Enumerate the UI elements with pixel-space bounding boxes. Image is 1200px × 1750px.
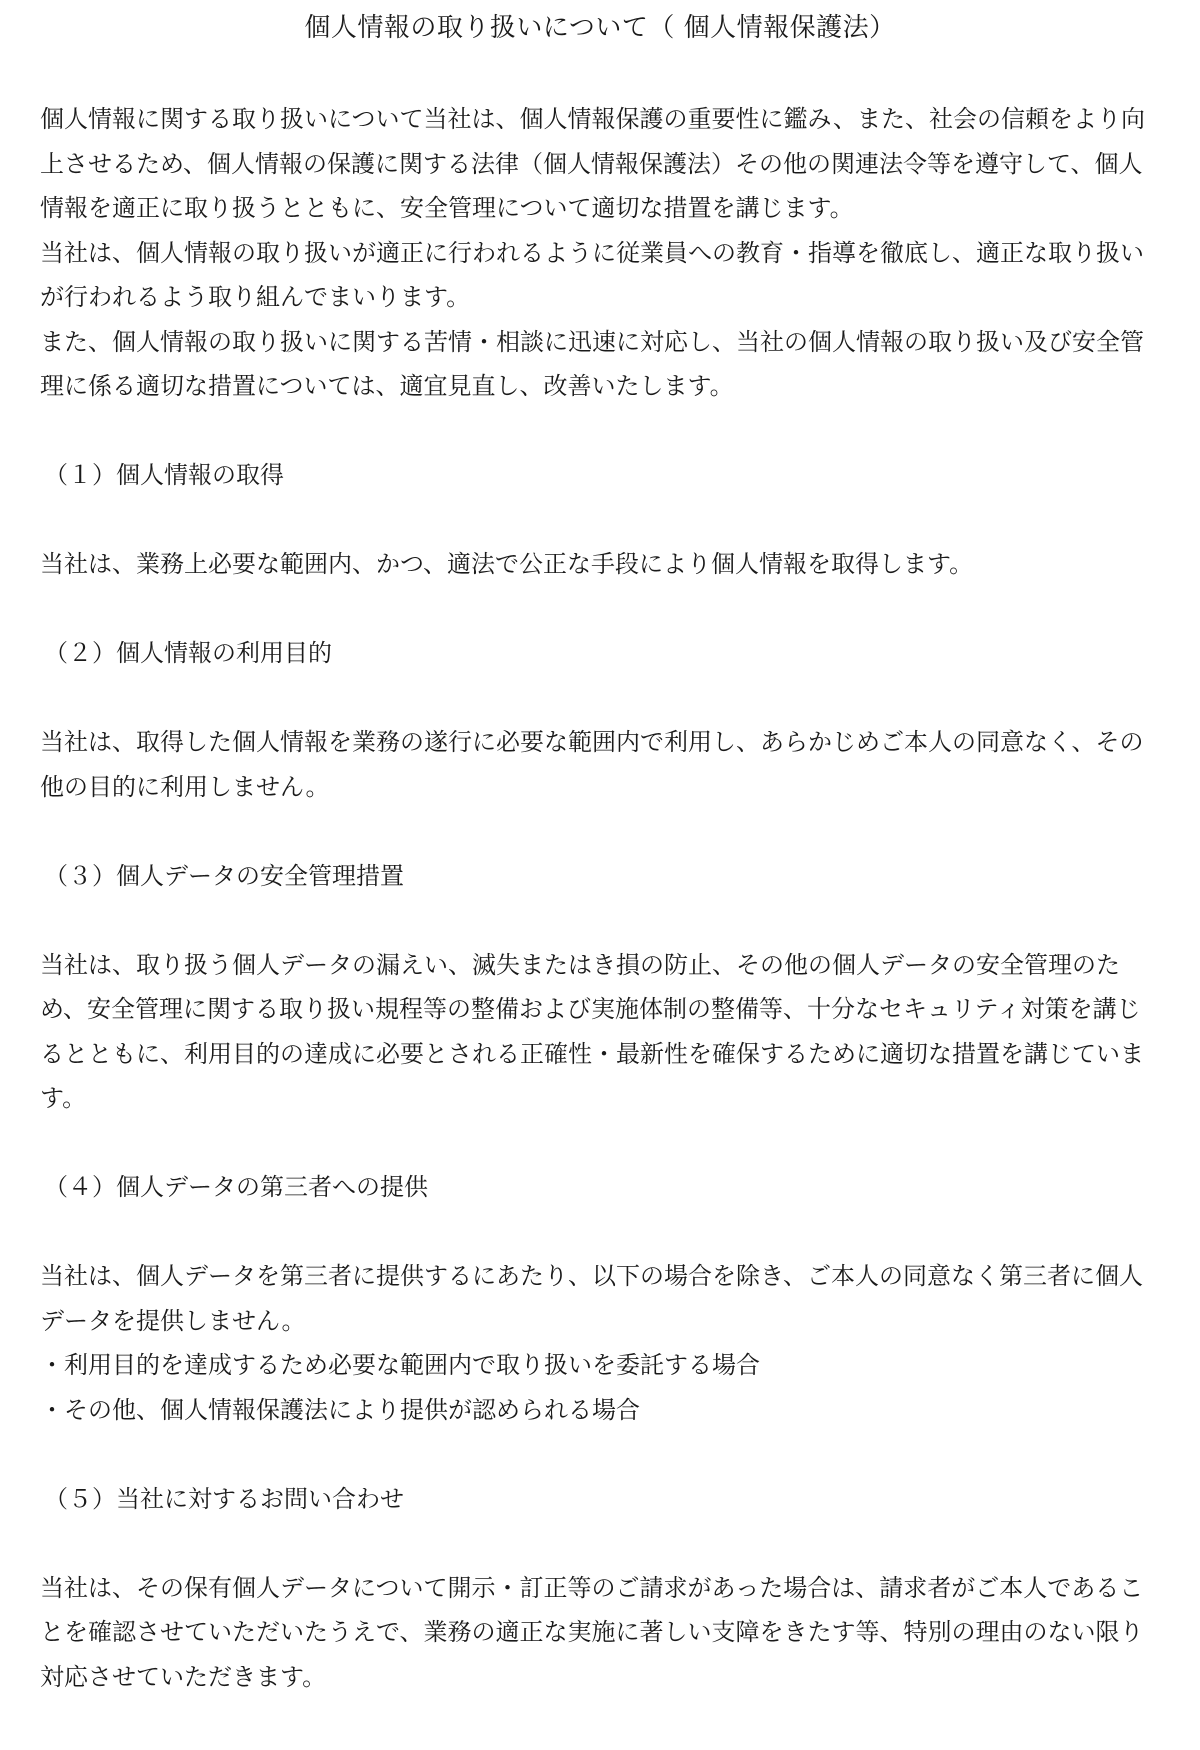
section-paragraph: 当社は、その保有個人データについて開示・訂正等のご請求があった場合は、請求者がご本人であることを確認させていただいたうえで、業務の適正な実施に著しい支障をきたす等、特別の理由のない限り対応させていただきます。 (40, 1573, 1144, 1691)
spacer (40, 898, 1160, 943)
section-paragraph: 当社は、取り扱う個人データの漏えい、滅失またはき損の防止、その他の個人データの安全管理のため、安全管理に関する取り扱い規程等の整備および実施体制の整備等、十分なセキュリティ対策を講じるとともに、利用目的の達成に必要とされる正確性・最新性を確保するために適切な措置を講じています。 (40, 950, 1144, 1112)
intro-block (40, 97, 1160, 409)
bullet-item: ・その他、個人情報保護法により提供が認められる場合 (40, 1395, 640, 1424)
section-body-acquisition (40, 542, 1160, 587)
intro-paragraph: 個人情報に関する取り扱いについて当社は、個人情報保護の重要性に鑑み、また、社会の信頼をより向上させるため、個人情報の保護に関する法律（個人情報保護法）その他の関連法令等を遵守して、個人情報を適正に取り扱うとともに、安全管理について適切な措置を講じます。 (40, 105, 1145, 222)
section-body-security (40, 943, 1160, 1121)
section-paragraph: 当社は、個人データを第三者に提供するにあたり、以下の場合を除き、ご本人の同意なく第三者に個人データを提供しません。 (40, 1262, 1144, 1335)
section-heading-third-party: （４）個人データの第三者への提供 (44, 1173, 428, 1201)
section-heading-security: （３）個人データの安全管理措置 (44, 861, 404, 890)
section-heading-acquisition: （１）個人情報の取得 (44, 461, 284, 489)
page-title: 個人情報の取り扱いについて（ 個人情報保護法） (304, 13, 896, 43)
section-heading-purpose: （２）個人情報の利用目的 (44, 639, 332, 667)
section-heading-inquiries: （５）当社に対するお問い合わせ (44, 1484, 404, 1513)
section-paragraph: 当社は、取得した個人情報を業務の遂行に必要な範囲内で利用し、あらかじめご本人の同意なく、その他の目的に利用しません。 (40, 728, 1144, 801)
spacer (40, 1121, 1160, 1166)
section-paragraph: 当社は、業務上必要な範囲内、かつ、適法で公正な手段により個人情報を取得します。 (40, 550, 974, 578)
bullet-item: ・利用目的を達成するため必要な範囲内で取り扱いを委託する場合 (40, 1351, 760, 1379)
intro-paragraph: また、個人情報の取り扱いに関する苦情・相談に迅速に対応し、当社の個人情報の取り扱い及び安全管理に係る適切な措置については、適宜見直し、改善いたします。 (40, 327, 1144, 400)
spacer (40, 1521, 1160, 1566)
intro-paragraph: 当社は、個人情報の取り扱いが適正に行われるように従業員への教育・指導を徹底し、適正な取り扱いが行われるよう取り組んでまいります。 (40, 238, 1144, 311)
spacer (40, 409, 1160, 454)
spacer (40, 587, 1160, 632)
spacer (40, 809, 1160, 854)
spacer (40, 1210, 1160, 1255)
section-body-inquiries (40, 1566, 1160, 1700)
section-body-purpose (40, 720, 1160, 809)
spacer (40, 498, 1160, 543)
spacer (40, 1432, 1160, 1477)
section-body-third-party (40, 1254, 1160, 1432)
spacer (40, 676, 1160, 721)
